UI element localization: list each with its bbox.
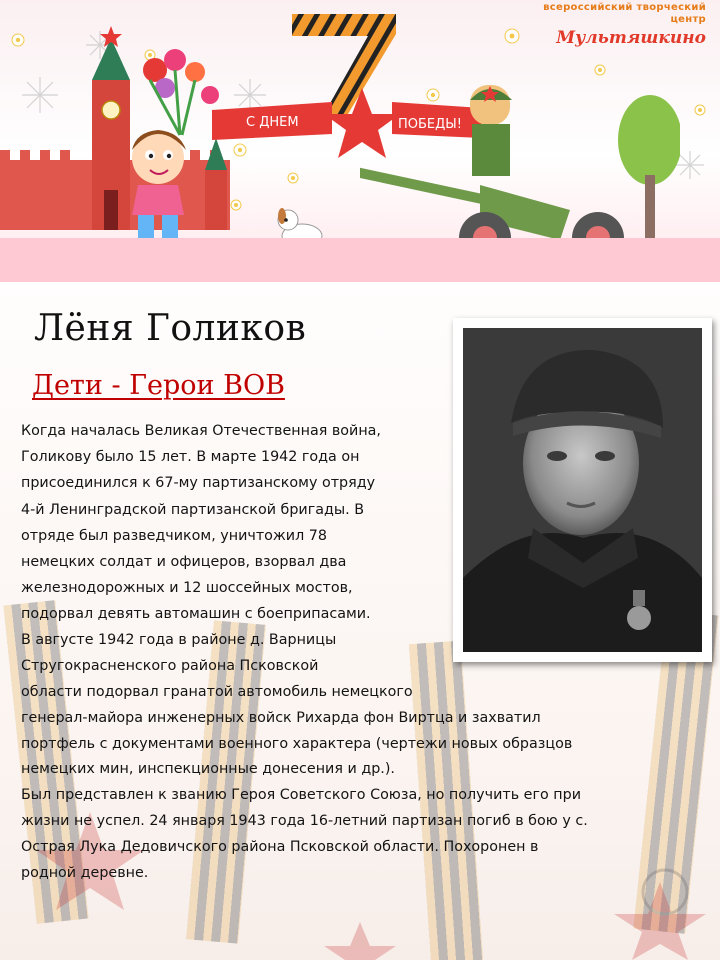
- greeting-left-text: С ДНЕМ: [246, 115, 299, 130]
- biography-paragraph-2: В августе 1942 года в районе д. Варницы Стругокрасненского района Псковской: [21, 632, 337, 674]
- hero-name-title: Лёня Голиков: [34, 308, 307, 349]
- brand-name: Мультяшкино: [556, 28, 706, 48]
- page-subtitle: Дети - Герои ВОВ: [32, 370, 285, 401]
- hero-portrait-photo: [463, 328, 702, 652]
- banner-ground: [0, 238, 720, 282]
- biography-paragraph-1: Когда началась Великая Отечественная война, Голикову было 15 лет. В марте 1942 года он присоединился к 67-му партизанскому отряду 4-й Ленинградской партизанской бригады. В отряде был разведчиком, уничтожил 78 немецких солдат и офицеров, взорвал два железнодорожных и 12 шоссейных мостов, подорвал девять автомашин с боеприпасами.: [21, 423, 381, 623]
- brand-logo: [543, 2, 706, 48]
- hero-photo-frame: [453, 318, 712, 662]
- header-banner: [0, 0, 720, 282]
- brand-subtitle-line2: центр: [670, 14, 706, 25]
- portrait-silhouette: [463, 328, 702, 652]
- brand-subtitle-line1: всероссийский творческий: [543, 2, 706, 13]
- biography-paragraph-3: области подорвал гранатой автомобиль немецкого генерал-майора инженерных войск Рихарда фон Виртца и захватил портфель с документами военного характера (чертежи новых образцов немецких мин, инспекционные донесения и др.). Был представлен к званию Героя Советского Союза, но получить его при жизни не успел. 24 января 1943 года 16-летний партизан погиб в бою у с. Острая Лука Дедовичского района Псковской области. Похоронен в родной деревне.: [21, 684, 588, 881]
- greeting-right-text: ПОБЕДЫ!: [398, 117, 462, 132]
